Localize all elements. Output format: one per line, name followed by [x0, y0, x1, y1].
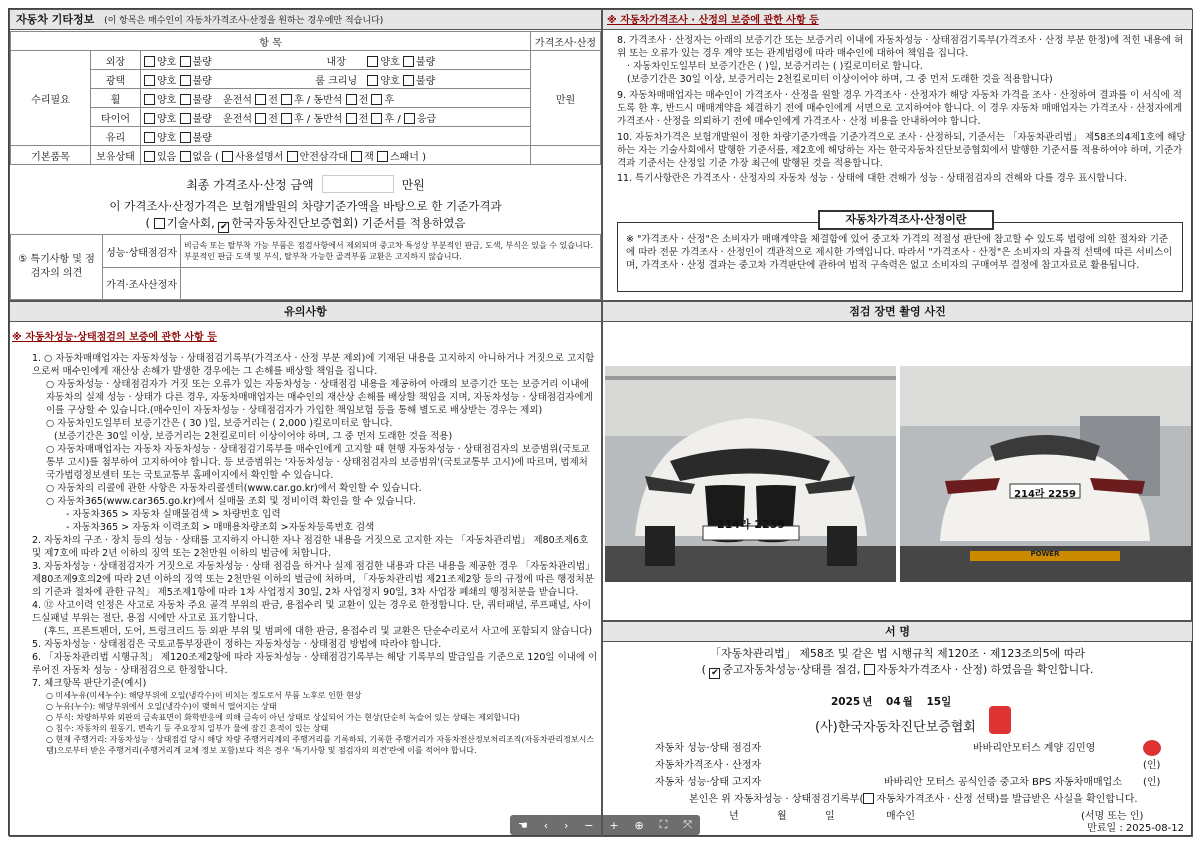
note-1-6a: - 자동차365 > 자동차 실매물검색 > 차량번호 입력	[66, 509, 281, 520]
definition-box-title: 자동차가격조사·산정이란	[818, 210, 994, 230]
item-8b: (보증기간은 30일 이상, 보증거리는 2천킬로미터 이상이어야 하며, 그 중 먼저 도래한 것을 적용합니다)	[627, 74, 1053, 85]
group-repair: 수리필요	[11, 51, 91, 146]
checkbox-tech-society[interactable]	[154, 218, 165, 229]
r3-seal: (인)	[1143, 777, 1161, 788]
checkbox-buyer-pricing[interactable]	[863, 793, 874, 804]
notes-title: 유의사항	[10, 302, 601, 322]
col-item: 항 목	[11, 32, 531, 51]
r1-label: 자동차 성능·상태 점검자	[655, 743, 762, 754]
appraiser-opinion	[181, 268, 601, 300]
section-title: 자동차 기타정보	[16, 13, 95, 26]
row-gloss-options: 양호 불량 룸 크리닝 양호 불량	[141, 70, 531, 89]
row-owned: 보유상태	[91, 146, 141, 165]
fit-page-icon[interactable]: ⊕	[634, 818, 644, 832]
issue-date: 2025 년 04 월 15일	[831, 696, 952, 708]
item-8: 8. 가격조사 · 산정자는 아래의 보증기간 또는 보증거리 이내에 자동차성능 · 상태점검기록부(가격조사 · 산정 부분 한정)에 적힌 내용에 허위 또는 오류가 있는 경우 계약 또는 관계법령에 따라 매수인에 대하여 책임을 집니다.	[617, 35, 1184, 59]
definition-box: ※ "가격조사 · 산정"은 소비자가 매매계약을 체결함에 있어 중고차 가격의 적절성 판단에 참고할 수 있도록 법령에 의한 절차와 기준에 따라 전문 가격조사 · 산정인이 객관적으로 제시한 가액입니다. 따라서 "가격조사 · 산정"은 소비자의 자율적 선택에 따른 서비스이며, 가격조사 · 산정 결과는 중고차 가격판단에 관하여 법적 구속력은 없고 소비자의 구매여부 결정에 참고자료로 활용됩니다.	[617, 222, 1183, 292]
photos-section	[602, 301, 1193, 621]
checkbox[interactable]	[144, 151, 155, 162]
signature-statement: 「자동차관리법」 제58조 및 같은 법 시행규칙 제120조 · 제123조의5에 따라 ( ✔ 중고자동차성능·상태를 점검, 자동차가격조사 · 산정) 하였음을 확인합니다.	[701, 647, 1094, 678]
checkbox[interactable]	[180, 56, 191, 67]
note-1: 1. ○ 자동차매매업자는 자동차성능 · 상태점검기록부(가격조사 · 산정 부분 제외)에 기재된 내용을 고지하지 아니하거나 거짓으로 고지함으로써 매수인에게 재산상 손해가 발생한 경우에는 그 손해를 배상할 책임을 집니다.	[32, 353, 595, 377]
checkbox[interactable]	[255, 113, 266, 124]
final-price-unit: 만원	[401, 177, 425, 192]
signature-rows: 자동차 성능·상태 점검자 바바리안모터스 계양 김민영 자동차가격조사 · 산정자 (인) 자동차 성능·상태 고지자 바바리안 모터스 공식인증 중고차 BPS 자동차매매업소 (인) 본인은 위 자동차성능 · 상태점검기록부( 자동차가격조사 · 산정 선택)를 발급받은 사실을 확인합니다. 년 월 일 매수인 (서명 또는 인)	[603, 740, 1192, 825]
note-7a: ○ 미세누유(미세누수): 해당부위에 오일(냉각수)이 비치는 정도로서 부품 노후로 인한 현상	[46, 691, 362, 700]
zoom-out-icon[interactable]: −	[584, 818, 594, 832]
checkbox[interactable]	[180, 113, 191, 124]
checkbox[interactable]	[377, 151, 388, 162]
note-2: 2. 자동차의 구조 · 장치 등의 성능 · 상태를 고지하지 아니한 자나 점검한 내용을 거짓으로 고지한 자는 「자동차관리법」 제80조제6호 및 제7호에 따라 2년 이하의 징역 또는 2천만원 이하의 벌금에 처합니다.	[32, 535, 589, 559]
checkbox[interactable]	[281, 113, 292, 124]
price-guarantee-section	[602, 9, 1193, 301]
inspection-record-page	[8, 8, 1192, 836]
row-wheel-options: 양호 불량 운전석 전 후 / 동반석 전 후	[141, 89, 531, 108]
note-7: 7. 체크항목 판단기준(예시)	[32, 678, 147, 689]
r3-value: 바바리안 모터스 공식인증 중고차 BPS 자동차매매업소	[884, 777, 1122, 788]
next-page-icon[interactable]: ›	[564, 818, 569, 832]
issuer-org: (사)한국자동차진단보증협회	[815, 720, 976, 735]
final-price-label: 최종 가격조사·산정 금액	[186, 177, 314, 192]
row-interior: 내장	[326, 56, 346, 68]
note-3: 3. 자동차성능 · 상태점검자가 거짓으로 자동차성능 · 상태 점검을 하거나 실제 점검한 내용과 다른 내용을 제공한 경우 「자동차관리법」 제80조제9호의2에 따라 2년 이하의 징역 또는 2천만원 이하의 벌금에 처하며, 「자동차관리법 제21조제2항 등의 규정에 따른 행정처분의 기준과 절차에 관한 규칙」 제5조제1항에 따라 1차 사업정지 30일, 2차 사업정지 90일, 3차 사업장 폐쇄의 행정처분을 받습니다.	[32, 561, 595, 598]
checkbox[interactable]	[403, 56, 414, 67]
checkbox[interactable]	[144, 132, 155, 143]
row-exterior: 외장	[91, 51, 141, 70]
checkbox[interactable]	[144, 113, 155, 124]
checkbox[interactable]	[180, 94, 191, 105]
checkbox[interactable]	[144, 94, 155, 105]
row-exterior-options: 양호 불량 내장 양호 불량	[141, 51, 531, 70]
front-plate: 214라 2259	[716, 518, 786, 531]
rear-plate: 214라 2259	[1014, 489, 1076, 500]
appraiser-label: 가격·조사산정자	[103, 268, 181, 300]
note-4: 4. ⑫ 사고이력 인정은 사고로 자동차 주요 골격 부위의 판금, 용접수리 및 교환이 있는 경우로 한정합니다. 단, 쿼터패널, 루프패널, 사이드실패널 부위는 절단, 용접 시에만 사고로 표기합니다.	[32, 600, 592, 624]
r3-label: 자동차 성능·상태 고지자	[655, 777, 762, 788]
checkbox[interactable]	[404, 113, 415, 124]
zoom-in-icon[interactable]: +	[609, 818, 619, 832]
price-unit: 만원	[531, 51, 601, 146]
notes-body	[32, 352, 598, 756]
note-1-4: ○ 자동차매매업자는 자동차 자동차성능 · 상태점검기록부를 매수인에게 고지할 때 현행 자동차성능 · 상태점검자의 보증범위(국토교통부 고시)를 첨부하여 고지하여야 합니다. 등 보증범위는 '자동차성능 · 상태점검자의 보증범위'(국토교통부 고시)에 따르며, 법제처 국가법령정보센터 또는 국토교통부 홈페이지에서 확인할 수 있습니다.	[46, 444, 590, 481]
fullscreen-icon[interactable]: ⤧	[683, 818, 693, 831]
notes-section	[9, 301, 602, 837]
note-5: 5. 자동차성능 · 상태점검은 국토교통부장관이 정하는 자동차성능 · 상태점검 방법에 따라야 합니다.	[32, 639, 442, 650]
row-owned-options: 있음 없음 ( 사용설명서 안전삼각대 잭 스패너 )	[141, 146, 531, 165]
note-1-3: ○ 자동차인도일부터 보증기간은 ( 30 )일, 보증거리는 ( 2,000 )킬로미터로 합니다.	[46, 418, 393, 429]
notes-header: ※ 자동차성능·상태점검의 보증에 관한 사항 등	[12, 332, 217, 343]
rear-photo	[900, 366, 1191, 582]
checkbox-pricing[interactable]	[864, 664, 875, 675]
note-1-3b: (보증기간은 30일 이상, 보증거리는 2천킬로미터 이상이어야 하며, 그 중 먼저 도래한 것을 적용)	[54, 431, 453, 442]
signature-section	[602, 621, 1193, 837]
photos-title: 점검 장면 촬영 사진	[603, 302, 1192, 322]
hand-tool-icon[interactable]: ☚	[517, 818, 528, 832]
note-7c: ○ 부식: 차량하부와 외판의 금속표면이 화학반응에 의해 금속이 아닌 상태로 상실되어 가는 현상(단순히 녹슬어 있는 상태는 제외합니다)	[46, 713, 520, 722]
vehicle-other-info-section	[9, 9, 602, 301]
checkbox[interactable]	[367, 56, 378, 67]
checkbox[interactable]	[346, 94, 357, 105]
item-11: 11. 특기사항란은 가격조사 · 산정자의 자동차 성능 · 상태에 대한 견해가 성능 · 상태점검자의 견해와 다를 경우 표시합니다.	[617, 173, 1127, 184]
note-4b: (후드, 프론트펜더, 도어, 트렁크리드 등 외판 부위 및 범퍼에 대한 판금, 용접수리 및 교환은 단순수리로서 사고에 포함되지 않습니다)	[44, 626, 593, 637]
row-tire: 타이어	[91, 108, 141, 127]
prev-page-icon[interactable]: ‹	[543, 818, 549, 832]
signature-title: 서 명	[603, 622, 1192, 642]
fit-width-icon[interactable]: ⛶	[659, 818, 668, 831]
buyer-confirm: 본인은 위 자동차성능 · 상태점검기록부( 자동차가격조사 · 산정 선택)를 발급받은 사실을 확인합니다.	[689, 794, 1138, 805]
special-notes-table	[10, 234, 601, 300]
checkbox[interactable]	[180, 75, 191, 86]
section-subtitle: (이 항목은 매수인이 자동차가격조사·산정을 원하는 경우에만 적습니다)	[104, 16, 384, 26]
checkbox[interactable]	[367, 75, 378, 86]
org-seal-icon	[989, 706, 1011, 734]
section-header	[10, 10, 601, 30]
row-glass-options: 양호 불량	[141, 127, 531, 146]
item-9: 9. 자동차매매업자는 매수인이 가격조사 · 산정을 원할 경우 가격조사 · 산정자가 해당 자동차 가격을 조사 · 산정하여 결과를 이 서식에 적도록 한 후, 반드시 매매계약을 체결하기 전에 매수인에게 서면으로 고지하여야 합니다. 이 경우 자동차 매매업자는 가격조사 · 산정자에게 가격조사 · 산정을 의뢰하기 전에 매수인에게 가격조사 · 산정 비용을 안내하여야 합니다.	[617, 90, 1183, 127]
row-tire-options: 양호 불량 운전석 전 후 / 동반석 전 후 / 응급	[141, 108, 531, 127]
r2-value: (인)	[1143, 760, 1161, 771]
expiry-date: 만료일 : 2025-08-12	[1087, 823, 1184, 834]
checkbox[interactable]	[346, 113, 357, 124]
checkbox-kadia[interactable]: ✔	[220, 222, 228, 232]
r2-label: 자동차가격조사 · 산정자	[655, 760, 762, 771]
note-7e: ○ 현재 주행거리: 자동차성능 · 상태점검 당시 해당 차량 주행거리계의 주행거리를 기록하되, 기록한 주행거리가 자동차전산정보처리조직(자동차관리정보시스템)으로부터 받은 주행거리(주행거리계 교체 정보 포함)보다 적은 경우 '특기사항 및 점검자의 의견'란에 이를 적어야 합니다.	[46, 735, 595, 755]
checkbox[interactable]	[255, 94, 266, 105]
checkbox[interactable]	[403, 75, 414, 86]
item-10: 10. 자동차가격은 보험개발원이 정한 차량기준가액을 기준가격으로 조사 · 산정하되, 기준서는 「자동차관리법」 제58조의4제1호에 해당하는 자는 기술사회에서 발행한 기준서를, 제2호에 해당하는 자는 한국자동차진단보증협회에서 발행한 기준서를 적용하여야 하며, 기준가격과 기준서는 산정일 기준 가장 최근에 발행된 것을 적용합니다.	[617, 132, 1186, 169]
front-photo	[605, 366, 896, 582]
note-6: 6. 「자동차관리법 시행규칙」 제120조제2항에 따라 자동차성능 · 상태점검기록부는 해당 기록부의 발급일을 기준으로 120일 이내에 이루어진 자동차 성능 · 상태점검으로 한정합니다.	[32, 652, 598, 676]
checkbox[interactable]	[281, 94, 292, 105]
price-guarantee-header: ※ 자동차가격조사 · 산정의 보증에 관한 사항 등	[603, 10, 1192, 30]
note-1-6: ○ 자동차365(www.car365.go.kr)에서 실매물 조회 및 정비이력 확인을 할 수 있습니다.	[46, 496, 416, 507]
front-car-image	[605, 366, 896, 582]
row-wheel: 휠	[91, 89, 141, 108]
note-1-2: ○ 자동차성능 · 상태점검자가 거짓 또는 오류가 있는 자동차성능 · 상태점검 내용을 제공하여 아래의 보증기간 또는 보증거리 이내에 자동차의 실제 성능 · 상태가 다른 경우, 자동차매매업자는 매수인의 재산상 손해를 배상할 책임을 지며, 자동차성능 · 상태점검자에게 이를 구상할 수 있습니다.(매수인이 자동차성능 · 상태점검자가 가입한 책임보험 등을 통해 별도로 배상받는 경우는 제외)	[46, 379, 593, 416]
checkbox[interactable]	[222, 151, 233, 162]
basis-text: 이 가격조사·산정가격은 보험개발원의 차량기준가액을 바탕으로 한 기준가격과 ( 기술사회, ✔ 한국자동차진단보증협회) 기준서를 적용하였음	[109, 199, 502, 232]
col-price: 가격조사·산정	[531, 32, 601, 51]
checkbox-performance[interactable]: ✔	[711, 668, 719, 678]
note-1-6b: - 자동차365 > 자동차 이력조회 > 매매용차량조회 >자동차등록번호 검색	[66, 522, 375, 533]
inspector-opinion: 비금속 또는 탈부착 가능 부품은 점검사항에서 제외되며 중고차 특성상 부분적인 판금, 도색, 부식은 있을 수 있습니다. 부분적인 판금 도색 및 부식, 탈부착 가능한 골격부품 교환은 고지하지 않습니다.	[181, 235, 601, 268]
checkbox[interactable]	[371, 94, 382, 105]
checkbox[interactable]	[180, 132, 191, 143]
checkbox[interactable]	[351, 151, 362, 162]
row-room-cleaning: 룸 크리닝	[315, 75, 358, 87]
price-guarantee-items	[617, 34, 1187, 185]
note-1-5: ○ 자동차의 리콜에 관한 사항은 자동차리콜센터(www.car.go.kr)에서 확인할 수 있습니다.	[46, 483, 422, 494]
inspector-seal-icon	[1143, 740, 1161, 756]
inspector-label: 성능·상태점검자	[103, 235, 181, 268]
checkbox[interactable]	[180, 151, 191, 162]
r1-value: 바바리안모터스 계양 김민영	[973, 743, 1096, 754]
row-gloss: 광택	[91, 70, 141, 89]
viewer-toolbar	[510, 815, 700, 835]
note-7b: ○ 누유(누수): 해당부위에서 오일(냉각수)이 맺혀서 떨어지는 상태	[46, 702, 277, 711]
row-glass: 유리	[91, 127, 141, 146]
checkbox[interactable]	[287, 151, 298, 162]
final-price-input[interactable]	[322, 175, 394, 193]
buyer-label: 매수인	[886, 811, 915, 822]
final-price-row	[10, 172, 601, 196]
group-basic: 기본품목	[11, 146, 91, 165]
item-8a: · 자동차인도일부터 보증기간은 ( )일, 보증거리는 ( )킬로미터로 합니다.	[627, 61, 923, 72]
checkbox[interactable]	[144, 56, 155, 67]
special-notes-label: ⑤ 특기사항 및 점검자의 의견	[11, 235, 103, 300]
note-7d: ○ 침수: 자동차의 원동기, 변속기 등 주요장치 일부가 물에 잠긴 흔적이 있는 상태	[46, 724, 329, 733]
lift-brand: POWER	[1030, 550, 1060, 558]
checkbox[interactable]	[371, 113, 382, 124]
buyer-sign: (서명 또는 인)	[1081, 811, 1144, 822]
repair-table	[10, 31, 601, 165]
checkbox[interactable]	[144, 75, 155, 86]
